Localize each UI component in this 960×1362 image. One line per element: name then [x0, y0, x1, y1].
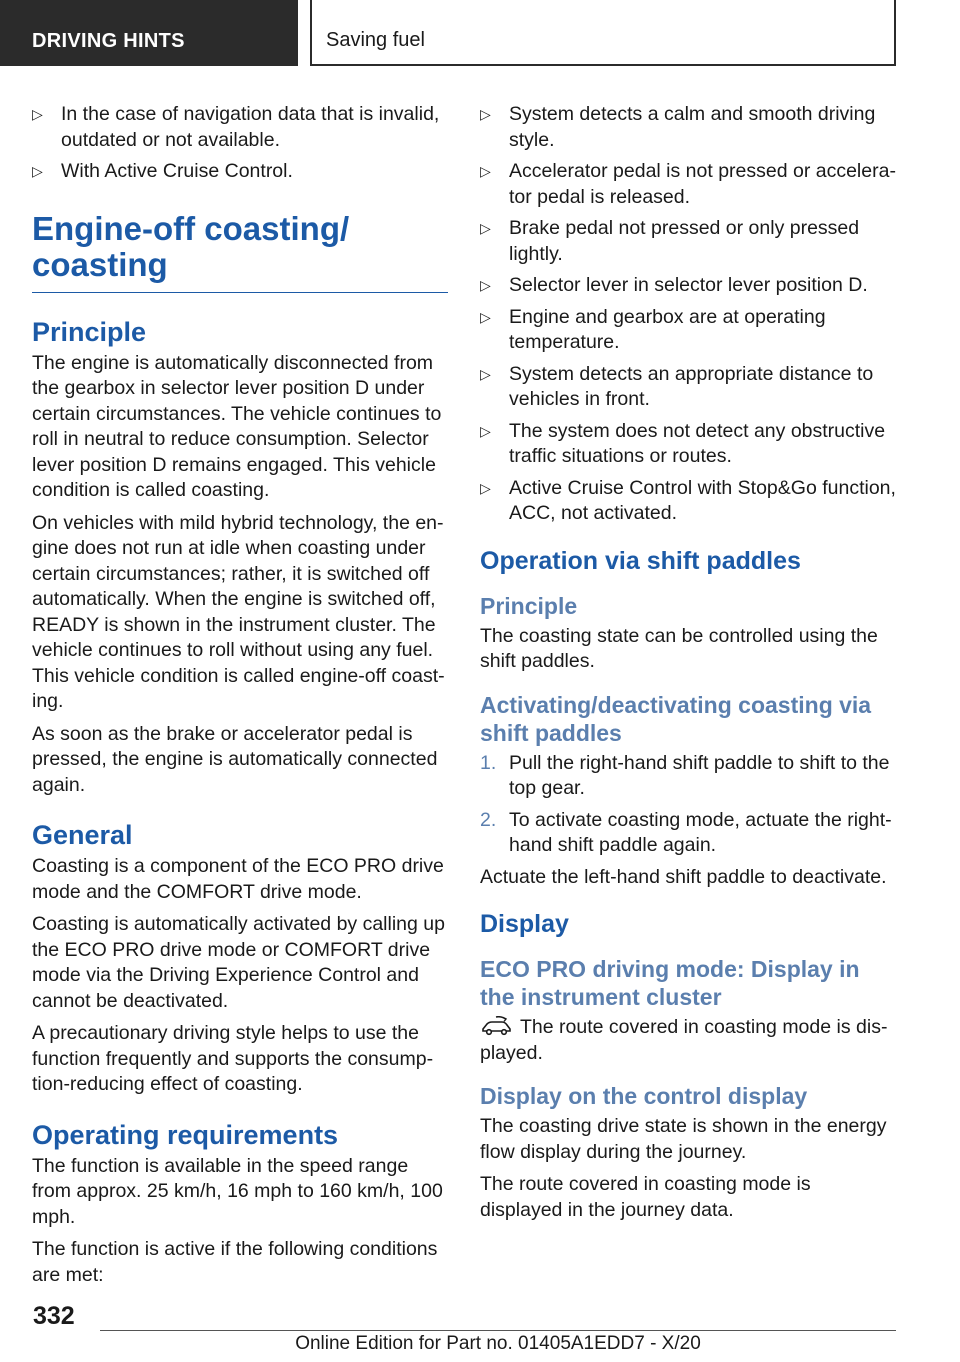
- eco-display-heading: ECO PRO driving mode: Display in the instrument cluster: [480, 956, 860, 1010]
- paragraph: The route covered in coasting mode is displayed in the journey data.: [480, 1173, 811, 1221]
- list-item: ▷ System detects an appropriate distance to vehicles in front.: [480, 362, 874, 410]
- list-item: 2. To activate coasting mode, actuate the right-hand shift paddle again.: [480, 808, 892, 856]
- list-item: 1. Pull the right-hand shift paddle to shift to the top gear.: [480, 751, 890, 799]
- paragraph: Coasting is automatically activated by calling up the ECO PRO drive mode or COMFORT drive mode via the Driving Experience Control and cannot be deactivated.: [32, 913, 445, 1012]
- list-item: ▷ Active Cruise Control with Stop&Go function, ACC, not activated.: [480, 476, 896, 524]
- bullet-triangle-icon: ▷: [480, 163, 491, 179]
- steps-list: [480, 751, 896, 859]
- paragraph: The function is available in the speed range from approx. 25 km/h, 16 mph to 160 km/h, 100 mph.: [32, 1154, 443, 1228]
- bullet-triangle-icon: ▷: [32, 106, 43, 122]
- page-footer: [0, 1296, 960, 1362]
- paragraph: As soon as the brake or accelerator pedal is pressed, the engine is automatically connected again.: [32, 722, 438, 796]
- left-column: [32, 102, 448, 1295]
- paragraph: The coasting state can be controlled using the shift paddles.: [480, 624, 878, 672]
- requirements-heading: Operating requirements: [32, 1119, 339, 1150]
- bullet-triangle-icon: ▷: [480, 422, 491, 439]
- list-item: ▷ With Active Cruise Control.: [32, 159, 448, 185]
- section-tab: DRIVING HINTS: [0, 0, 298, 66]
- list-item: ▷ Brake pedal not pressed or only pressed lightly.: [480, 217, 860, 265]
- paragraph: The coasting drive state is shown in the energy flow display during the journey.: [480, 1115, 887, 1163]
- principle-heading: Principle: [32, 316, 147, 347]
- topic-tab: Saving fuel: [310, 0, 896, 66]
- bullet-triangle-icon: ▷: [480, 277, 491, 293]
- paragraph: The route covered in coasting mode is displayed.: [480, 1016, 888, 1064]
- coasting-car-icon: [480, 1016, 514, 1036]
- shift-principle-heading: Principle: [480, 592, 578, 619]
- paragraph: Coasting is a component of the ECO PRO drive mode and the COMFORT drive mode.: [32, 855, 444, 903]
- paragraph: The function is active if the following conditions are met:: [32, 1238, 438, 1286]
- page-header: [0, 0, 960, 66]
- display-heading: Display: [480, 910, 569, 938]
- list-item: ▷ The system does not detect any obstructive traffic situations or routes.: [480, 419, 886, 467]
- edition-note: Online Edition for Part no. 01405A1EDD7 - X/20: [295, 1333, 701, 1354]
- list-item: ▷ Accelerator pedal is not pressed or accelerator pedal is released.: [480, 160, 896, 208]
- paragraph: A precautionary driving style helps to use the function frequently and supports the consumption-reducing effect of coasting.: [32, 1022, 434, 1095]
- intro-list: [32, 102, 448, 185]
- shift-paddles-heading: Operation via shift paddles: [480, 546, 801, 575]
- footer-divider: [100, 1330, 896, 1331]
- bullet-triangle-icon: ▷: [480, 479, 491, 496]
- bullet-triangle-icon: ▷: [32, 163, 43, 179]
- bullet-triangle-icon: ▷: [480, 365, 491, 382]
- bullet-triangle-icon: ▷: [480, 308, 491, 325]
- bullet-triangle-icon: ▷: [480, 220, 491, 236]
- step-number: 1.: [480, 751, 497, 774]
- main-heading: Engine-off coasting/ coasting: [32, 211, 448, 293]
- activating-heading: Activating/deactivating coasting via shift paddles: [480, 691, 872, 746]
- conditions-list: [480, 102, 896, 527]
- page-number: 332: [33, 1302, 75, 1330]
- general-heading: General: [32, 820, 133, 850]
- control-display-heading: Display on the control display: [480, 1083, 808, 1109]
- paragraph: The engine is automatically disconnected from the gearbox in selector lever position D under certain circumstances. The vehicle continues to roll in neutral to reduce consumption. Selector lever position D remains engaged. This vehicle condition is called coasting.: [32, 351, 442, 501]
- paragraph: On vehicles with mild hybrid technology, the engine does not run at idle when coasting under certain circumstances; rather, it is switched off automatically. When the engine is switched off, READY is shown in the instrument cluster. The vehicle continues to roll without using any fuel. This vehicle condition is called engine-off coasting.: [32, 511, 445, 712]
- step-number: 2.: [480, 808, 497, 831]
- list-item: ▷ Selector lever in selector lever position D.: [480, 273, 896, 299]
- right-column: [480, 102, 896, 1230]
- paragraph: Actuate the left-hand shift paddle to deactivate.: [480, 865, 887, 888]
- list-item: ▷ System detects a calm and smooth driving style.: [480, 103, 876, 151]
- bullet-triangle-icon: ▷: [480, 106, 491, 122]
- list-item: ▷ In the case of navigation data that is invalid, outdated or not available.: [32, 103, 440, 151]
- list-item: ▷ Engine and gearbox are at operating temperature.: [480, 305, 826, 353]
